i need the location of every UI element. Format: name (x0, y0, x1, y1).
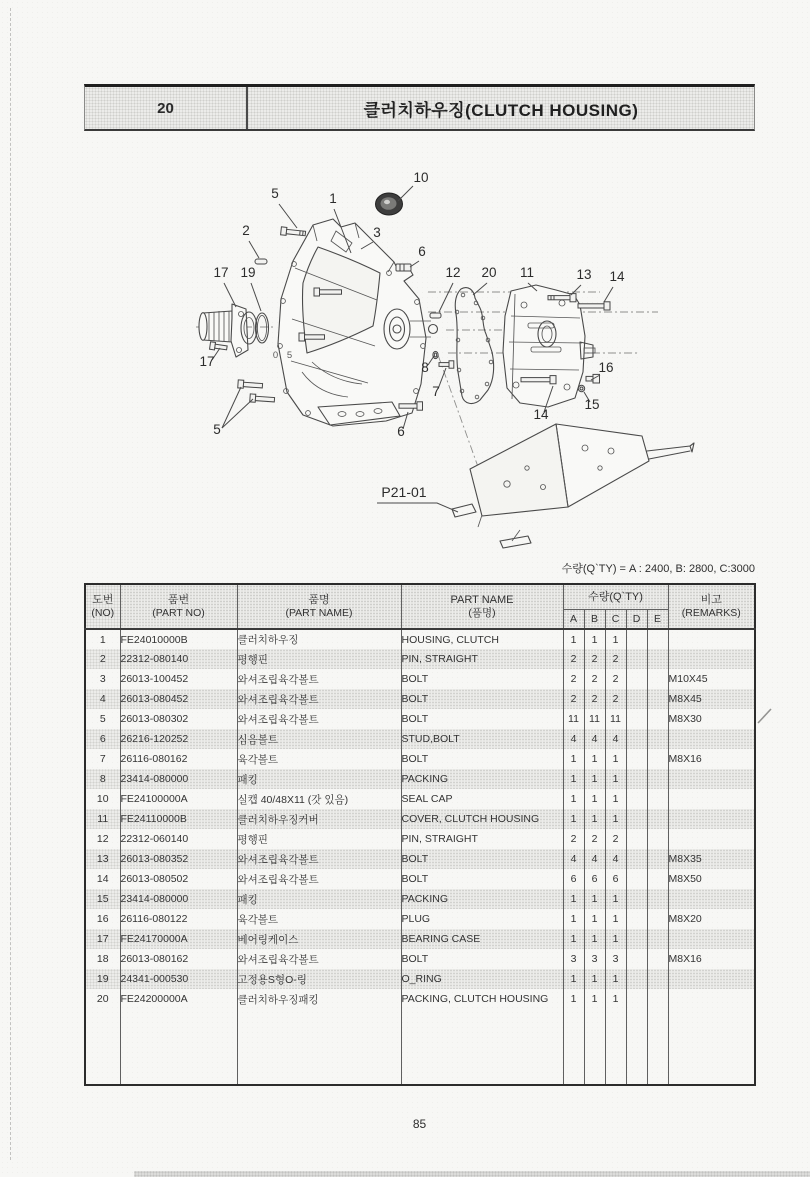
cell-name-en: PIN, STRAIGHT (401, 649, 563, 669)
cell-no: 2 (85, 649, 120, 669)
cell-b: 1 (584, 809, 605, 829)
cell-name-en: PLUG (401, 909, 563, 929)
cell-b: 1 (584, 769, 605, 789)
callout-number: 1 (329, 191, 337, 206)
callout-leader-line (398, 186, 413, 201)
cell-no: 12 (85, 829, 120, 849)
cell-name-en: BOLT (401, 709, 563, 729)
cell-name-en: BOLT (401, 669, 563, 689)
cell-no: 16 (85, 909, 120, 929)
cell-b: 1 (584, 969, 605, 989)
cell-remarks: M8X16 (668, 949, 755, 969)
cell-part-no: FE24170000A (120, 929, 237, 949)
cell-e (647, 769, 668, 789)
callout-number: 19 (240, 265, 256, 280)
cell-remarks (668, 729, 755, 749)
cell-name-en: PACKING (401, 769, 563, 789)
col-header-name-kr: 품명 (PART NAME) (237, 584, 401, 629)
cell-part-no: 26013-080502 (120, 869, 237, 889)
cell-remarks (668, 929, 755, 949)
cell-c: 1 (605, 629, 626, 649)
cell-d (626, 829, 647, 849)
table-row (85, 789, 755, 809)
table-row (85, 869, 755, 889)
col-header-qty: 수량(Q`TY) (563, 584, 668, 609)
cell-a: 1 (563, 889, 584, 909)
cell-name-en: BOLT (401, 689, 563, 709)
callout-number: 17 (199, 354, 215, 369)
empty-cell (85, 1009, 120, 1085)
cell-name-en: COVER, CLUTCH HOUSING (401, 809, 563, 829)
cast-mark: 0 5 (272, 350, 296, 361)
cell-d (626, 929, 647, 949)
cell-e (647, 989, 668, 1009)
callout-number: 5 (271, 186, 279, 201)
cell-c: 11 (605, 709, 626, 729)
cell-b: 1 (584, 749, 605, 769)
cell-name-kr: 평행핀 (237, 649, 401, 669)
cell-no: 11 (85, 809, 120, 829)
cell-e (647, 809, 668, 829)
cell-no: 4 (85, 689, 120, 709)
cell-part-no: 22312-080140 (120, 649, 237, 669)
cell-name-en: BOLT (401, 749, 563, 769)
cell-e (647, 689, 668, 709)
cell-name-kr: 클러치하우징패킹 (237, 989, 401, 1009)
cell-part-no: FE24010000B (120, 629, 237, 649)
cell-c: 1 (605, 789, 626, 809)
cell-c: 4 (605, 849, 626, 869)
table-row (85, 629, 755, 649)
cell-a: 11 (563, 709, 584, 729)
cell-c: 1 (605, 749, 626, 769)
parts-table-body (85, 629, 755, 1085)
cell-part-no: 23414-080000 (120, 889, 237, 909)
col-header-qty-a: A (563, 609, 584, 629)
cell-e (647, 789, 668, 809)
cell-no: 19 (85, 969, 120, 989)
cell-d (626, 689, 647, 709)
cell-name-kr: 육각볼트 (237, 909, 401, 929)
cell-name-kr: 와셔조립육각볼트 (237, 949, 401, 969)
cell-part-no: 26013-080452 (120, 689, 237, 709)
cell-a: 1 (563, 809, 584, 829)
cell-part-no: 26116-080122 (120, 909, 237, 929)
cell-b: 2 (584, 829, 605, 849)
seal-cap-part (376, 193, 403, 215)
table-row (85, 909, 755, 929)
table-row (85, 649, 755, 669)
empty-cell (584, 1009, 605, 1085)
cell-remarks (668, 809, 755, 829)
cell-name-kr: 베어링케이스 (237, 929, 401, 949)
cell-e (647, 829, 668, 849)
cell-remarks (668, 829, 755, 849)
cell-remarks (668, 769, 755, 789)
cell-b: 1 (584, 909, 605, 929)
cell-name-en: PACKING (401, 889, 563, 909)
cell-no: 1 (85, 629, 120, 649)
table-row (85, 669, 755, 689)
table-row (85, 889, 755, 909)
cell-name-kr: 평행핀 (237, 829, 401, 849)
cell-part-no: 26116-080162 (120, 749, 237, 769)
cell-e (647, 749, 668, 769)
table-row (85, 969, 755, 989)
cell-name-kr: 와셔조립육각볼트 (237, 849, 401, 869)
cell-b: 1 (584, 789, 605, 809)
bearing-case-part (199, 304, 257, 357)
callout-leader-line (279, 204, 297, 228)
cell-name-en: PIN, STRAIGHT (401, 829, 563, 849)
col-header-qty-b: B (584, 609, 605, 629)
cell-c: 1 (605, 989, 626, 1009)
table-row (85, 949, 755, 969)
cell-remarks: M8X50 (668, 869, 755, 889)
mounting-bracket-part (452, 424, 694, 548)
cell-remarks (668, 649, 755, 669)
cell-no: 8 (85, 769, 120, 789)
cell-no: 10 (85, 789, 120, 809)
cell-name-kr: 클러치하우징커버 (237, 809, 401, 829)
cell-e (647, 729, 668, 749)
cell-b: 4 (584, 849, 605, 869)
callout-number: 7 (432, 384, 440, 399)
col-header-remarks: 비고 (REMARKS) (668, 584, 755, 629)
cell-a: 6 (563, 869, 584, 889)
callout-number: 17 (213, 265, 229, 280)
cell-no: 14 (85, 869, 120, 889)
page-number: 85 (412, 1117, 427, 1131)
cell-name-en: STUD,BOLT (401, 729, 563, 749)
cell-name-en: BEARING CASE (401, 929, 563, 949)
callout-number: 13 (576, 267, 592, 282)
cell-d (626, 669, 647, 689)
cell-d (626, 729, 647, 749)
cell-a: 1 (563, 629, 584, 649)
table-row (85, 729, 755, 749)
cell-a: 1 (563, 989, 584, 1009)
cell-d (626, 769, 647, 789)
cell-a: 1 (563, 749, 584, 769)
table-row (85, 989, 755, 1009)
cell-e (647, 909, 668, 929)
col-header-name-en: PART NAME (품명) (401, 584, 563, 629)
cell-remarks (668, 969, 755, 989)
empty-cell (605, 1009, 626, 1085)
cell-d (626, 889, 647, 909)
cell-b: 2 (584, 649, 605, 669)
cell-d (626, 949, 647, 969)
parts-table-head (85, 584, 755, 629)
cell-d (626, 789, 647, 809)
cell-c: 1 (605, 909, 626, 929)
cell-remarks: M8X45 (668, 689, 755, 709)
cell-name-kr: 와셔조립육각볼트 (237, 669, 401, 689)
callout-number: 3 (373, 225, 381, 240)
cell-remarks (668, 889, 755, 909)
callout-leader-line (473, 283, 487, 295)
gasket-part (455, 288, 493, 404)
table-row (85, 829, 755, 849)
cell-part-no: 26013-080162 (120, 949, 237, 969)
cell-a: 2 (563, 669, 584, 689)
cell-b: 1 (584, 889, 605, 909)
cell-no: 3 (85, 669, 120, 689)
cell-d (626, 749, 647, 769)
cell-d (626, 709, 647, 729)
cell-name-en: BOLT (401, 949, 563, 969)
col-header-no: 도번 (NO) (85, 584, 120, 629)
callout-leader-line (377, 503, 458, 512)
cell-name-kr: 와셔조립육각볼트 (237, 869, 401, 889)
cell-name-en: BOLT (401, 869, 563, 889)
cell-no: 5 (85, 709, 120, 729)
scan-scratch-mark (758, 709, 771, 723)
cell-no: 6 (85, 729, 120, 749)
cell-a: 1 (563, 789, 584, 809)
cell-c: 2 (605, 689, 626, 709)
cell-a: 1 (563, 969, 584, 989)
cell-a: 3 (563, 949, 584, 969)
cell-e (647, 889, 668, 909)
cell-c: 3 (605, 949, 626, 969)
callout-number: 16 (598, 360, 614, 375)
cell-no: 15 (85, 889, 120, 909)
cell-d (626, 629, 647, 649)
empty-cell (120, 1009, 237, 1085)
cell-a: 1 (563, 909, 584, 929)
cell-name-kr: 실캡 40/48X11 (갓 있음) (237, 789, 401, 809)
cell-e (647, 849, 668, 869)
cell-e (647, 629, 668, 649)
callout-number: 15 (584, 397, 600, 412)
cell-part-no: FE24200000A (120, 989, 237, 1009)
cell-e (647, 949, 668, 969)
cell-no: 20 (85, 989, 120, 1009)
cell-e (647, 929, 668, 949)
empty-cell (668, 1009, 755, 1085)
cell-remarks (668, 789, 755, 809)
cell-no: 17 (85, 929, 120, 949)
callout-number: 20 (481, 265, 497, 280)
callout-number: 11 (519, 265, 535, 280)
cell-b: 3 (584, 949, 605, 969)
callout-leader-line (428, 356, 434, 365)
cell-part-no: 23414-080000 (120, 769, 237, 789)
empty-cell (401, 1009, 563, 1085)
cell-name-kr: 고정용S형O-링 (237, 969, 401, 989)
cell-remarks: M8X35 (668, 849, 755, 869)
cell-remarks: M8X16 (668, 749, 755, 769)
cell-c: 4 (605, 729, 626, 749)
empty-cell (237, 1009, 401, 1085)
callout-leader-line (249, 241, 259, 258)
cell-e (647, 669, 668, 689)
table-row (85, 929, 755, 949)
callout-leader-line (604, 287, 613, 302)
col-header-qty-e: E (647, 609, 668, 629)
cell-b: 1 (584, 629, 605, 649)
cell-part-no: 26216-120252 (120, 729, 237, 749)
cell-name-kr: 패킹 (237, 769, 401, 789)
cell-name-kr: 패킹 (237, 889, 401, 909)
cell-a: 4 (563, 849, 584, 869)
callout-number: 10 (413, 170, 429, 185)
cell-part-no: FE24100000A (120, 789, 237, 809)
cell-b: 6 (584, 869, 605, 889)
cell-d (626, 869, 647, 889)
cell-b: 1 (584, 989, 605, 1009)
cell-e (647, 649, 668, 669)
callout-number: 2 (242, 223, 250, 238)
cell-e (647, 969, 668, 989)
cell-name-kr: 와셔조립육각볼트 (237, 709, 401, 729)
cell-d (626, 649, 647, 669)
callout-leader-line (222, 387, 241, 428)
section-number: 20 (85, 87, 248, 129)
cell-a: 4 (563, 729, 584, 749)
cell-part-no: 24341-000530 (120, 969, 237, 989)
cell-c: 6 (605, 869, 626, 889)
cell-name-en: BOLT (401, 849, 563, 869)
cell-name-en: PACKING, CLUTCH HOUSING (401, 989, 563, 1009)
o-ring-part (256, 313, 269, 343)
table-row (85, 749, 755, 769)
cell-part-no: 26013-080302 (120, 709, 237, 729)
cell-name-en: HOUSING, CLUTCH (401, 629, 563, 649)
table-row (85, 769, 755, 789)
cell-name-kr: 심음볼트 (237, 729, 401, 749)
callout-leader-line (222, 399, 253, 428)
cell-remarks: M8X20 (668, 909, 755, 929)
cell-c: 2 (605, 649, 626, 669)
page-title: 클러치하우징(CLUTCH HOUSING) (363, 100, 639, 120)
cell-a: 2 (563, 649, 584, 669)
cell-name-kr: 클러치하우징 (237, 629, 401, 649)
cell-a: 2 (563, 829, 584, 849)
cell-c: 1 (605, 769, 626, 789)
col-header-partno: 품번 (PART NO) (120, 584, 237, 629)
cell-remarks: M8X30 (668, 709, 755, 729)
callout-leader-line (251, 283, 261, 311)
cell-name-en: SEAL CAP (401, 789, 563, 809)
table-row (85, 809, 755, 829)
cell-e (647, 869, 668, 889)
cell-no: 7 (85, 749, 120, 769)
callout-number: 6 (418, 244, 426, 259)
cell-c: 1 (605, 889, 626, 909)
cell-name-kr: 육각볼트 (237, 749, 401, 769)
cell-e (647, 709, 668, 729)
empty-row (85, 1009, 755, 1085)
cell-name-kr: 와셔조립육각볼트 (237, 689, 401, 709)
callout-number: 5 (213, 422, 221, 437)
cell-c: 1 (605, 969, 626, 989)
scan-edge-bottom (134, 1171, 810, 1177)
table-row (85, 709, 755, 729)
cell-d (626, 969, 647, 989)
cell-a: 1 (563, 929, 584, 949)
cell-d (626, 809, 647, 829)
cell-b: 11 (584, 709, 605, 729)
diagram-ref-label: P21-01 (381, 484, 427, 500)
callout-number: 14 (609, 269, 625, 284)
cell-part-no: 26013-100452 (120, 669, 237, 689)
cell-no: 18 (85, 949, 120, 969)
callout-number: 12 (445, 265, 461, 280)
cell-part-no: 26013-080352 (120, 849, 237, 869)
cell-c: 2 (605, 669, 626, 689)
cell-remarks (668, 629, 755, 649)
cell-remarks: M10X45 (668, 669, 755, 689)
cell-c: 1 (605, 929, 626, 949)
callout-number: 14 (533, 407, 549, 422)
callout-number: 8 (421, 360, 429, 375)
cell-b: 2 (584, 669, 605, 689)
qty-note: 수량(Q`TY) = A : 2400, B: 2800, C:3000 (561, 563, 755, 575)
cell-no: 13 (85, 849, 120, 869)
clutch-housing-part (278, 219, 438, 426)
cell-d (626, 989, 647, 1009)
cell-part-no: 22312-060140 (120, 829, 237, 849)
cell-part-no: FE24110000B (120, 809, 237, 829)
cell-b: 1 (584, 929, 605, 949)
table-row (85, 689, 755, 709)
cell-remarks (668, 989, 755, 1009)
empty-cell (563, 1009, 584, 1085)
callout-leader-line (224, 283, 236, 307)
cell-a: 2 (563, 689, 584, 709)
col-header-qty-d: D (626, 609, 647, 629)
col-header-qty-c: C (605, 609, 626, 629)
cell-c: 1 (605, 809, 626, 829)
empty-cell (647, 1009, 668, 1085)
callout-leader-line (410, 261, 419, 267)
cell-d (626, 909, 647, 929)
callout-number: 6 (397, 424, 405, 439)
cell-name-en: O_RING (401, 969, 563, 989)
cell-a: 1 (563, 769, 584, 789)
cell-c: 2 (605, 829, 626, 849)
callout-leader-line (439, 283, 453, 312)
empty-cell (626, 1009, 647, 1085)
cell-b: 4 (584, 729, 605, 749)
cell-b: 2 (584, 689, 605, 709)
cell-d (626, 849, 647, 869)
table-row (85, 849, 755, 869)
parts-table (84, 583, 756, 1086)
